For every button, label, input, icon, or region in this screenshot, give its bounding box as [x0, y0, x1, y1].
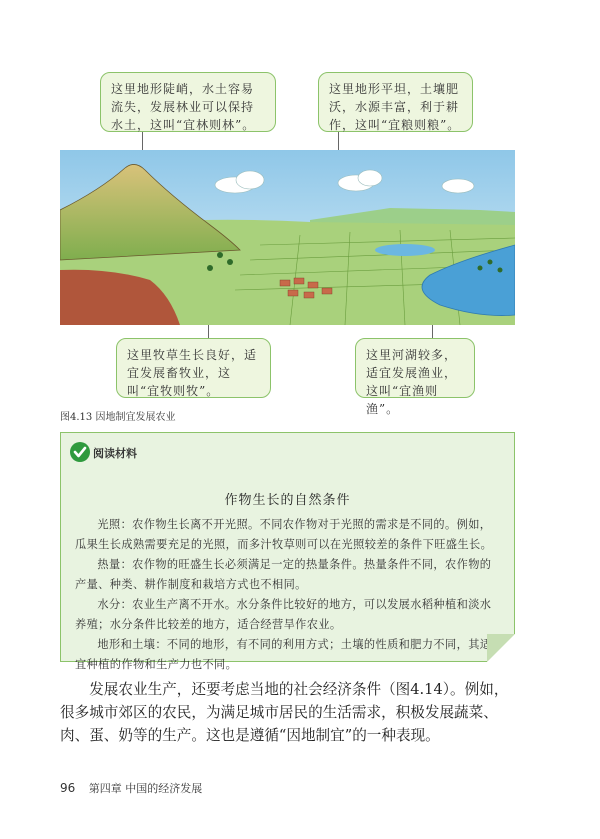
reading-title: 作物生长的自然条件 [224, 493, 351, 508]
reading-material-box [60, 432, 515, 671]
chapter-title: 第四章 中国的经济发展 [88, 782, 203, 795]
reading-paragraph: 水分：农业生产离不开水。水分条件比较好的地方，可以发展水稻种植和淡水养殖；水分条件比较差的地方，适合经营旱作农业。 [75, 598, 492, 631]
reading-paragraph: 光照：农作物生长离不开光照。不同农作物对于光照的需求是不同的。例如，瓜果生长成熟需要充足的光照，而多汁牧草则可以在光照较差的条件下旺盛生长。 [75, 518, 493, 551]
page-footer [60, 780, 202, 796]
page-fold-corner [487, 634, 515, 662]
reading-check-icon [69, 441, 91, 463]
page-number: 96 [60, 781, 76, 795]
reading-body [75, 515, 502, 675]
main-paragraph: 发展农业生产，还要考虑当地的社会经济条件（图4.14）。例如，很多城市郊区的农民，为满足城市居民的生活需求，积极发展蔬菜、肉、蛋、奶等的生产。这也是遵循“因地制宜”的一种表现。 [60, 681, 509, 744]
callout-grain: 这里地形平坦，土壤肥沃，水源丰富，利于耕作，这叫“宜粮则粮”。 [318, 72, 473, 132]
reading-label: 阅读材料 [93, 447, 137, 460]
reading-paragraph: 热量：农作物的旺盛生长必须满足一定的热量条件。热量条件不同，农作物的产量、种类、耕作制度和栽培方式也不相同。 [75, 558, 492, 591]
callout-pasture: 这里牧草生长良好，适宜发展畜牧业，这叫“宜牧则牧”。 [116, 338, 271, 398]
callout-forest: 这里地形陡峭，水土容易流失，发展林业可以保持水土，这叫“宜林则林”。 [100, 72, 276, 132]
callout-fishery: 这里河湖较多，适宜发展渔业，这叫“宜渔则渔”。 [355, 338, 475, 398]
landscape-illustration [60, 150, 515, 325]
figure-caption: 图4.13 因地制宜发展农业 [60, 412, 176, 423]
reading-paragraph: 地形和土壤：不同的地形，有不同的利用方式；土壤的性质和肥力不同，其适宜种植的作物和生产力也不同。 [75, 638, 492, 671]
